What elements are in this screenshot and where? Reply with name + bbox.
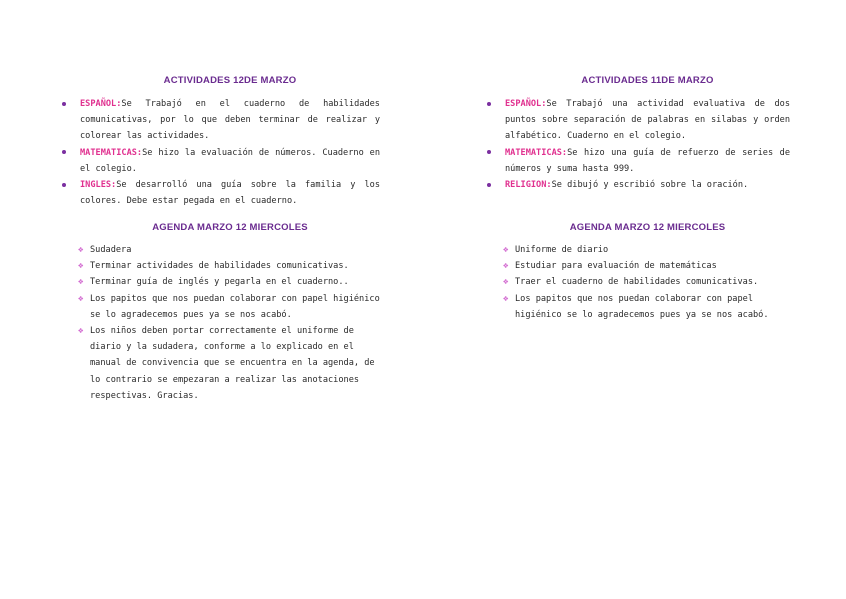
bullet-icon	[487, 183, 491, 187]
bullet-icon	[487, 102, 491, 106]
bullet-icon	[62, 150, 66, 154]
diamond-bullet-icon: ❖	[78, 277, 84, 288]
activity-text: Se Trabajó en el cuaderno de habilidades comunicativas, por lo que deben terminar de realizar y colorear las actividades.	[80, 99, 380, 142]
list-item	[80, 145, 380, 177]
right-activities-list	[505, 96, 790, 193]
list-item	[505, 145, 790, 177]
list-item	[80, 258, 380, 274]
list-item	[80, 242, 380, 258]
agenda-text: Los papitos que nos puedan colaborar con papel higiénico se lo agradecemos pues ya se nos acabó.	[515, 293, 769, 320]
diamond-bullet-icon: ❖	[78, 293, 84, 304]
bullet-icon	[62, 183, 66, 187]
list-item	[80, 291, 380, 323]
diamond-bullet-icon: ❖	[78, 245, 84, 255]
bullet-icon	[487, 150, 491, 154]
right-agenda-title: AGENDA MARZO 12 MIERCOLES	[569, 222, 726, 233]
agenda-text: Uniforme de diario	[515, 245, 609, 255]
activity-text: Se hizo una guía de refuerzo de series de números y suma hasta 999.	[505, 147, 790, 174]
agenda-text: Los niños deben portar correctamente el uniforme de diario y la sudadera, conforme a lo explicado en el manual de convivencia que se encuentra en la agenda, de lo contrario se empezaran a realizar las anotaciones respectivas. Gracias.	[90, 326, 375, 401]
left-agenda-title: AGENDA MARZO 12 MIERCOLES	[152, 222, 308, 233]
right-agenda-list	[505, 242, 790, 323]
left-agenda-list	[80, 242, 380, 404]
agenda-text: Estudiar para evaluación de matemáticas	[515, 261, 717, 272]
agenda-text: Terminar guía de inglés y pegarla en el cuaderno..	[90, 277, 349, 288]
list-item	[505, 177, 790, 193]
agenda-text: Terminar actividades de habilidades comunicativas.	[90, 261, 349, 272]
diamond-bullet-icon: ❖	[503, 245, 509, 255]
agenda-text: Traer el cuaderno de habilidades comunicativas.	[515, 277, 759, 288]
diamond-bullet-icon: ❖	[503, 261, 509, 272]
list-item	[80, 323, 380, 404]
agenda-text: Los papitos que nos puedan colaborar con papel higiénico se lo agradecemos pues ya se nos acabó.	[90, 293, 380, 320]
list-item	[505, 258, 790, 274]
bullet-icon	[62, 102, 66, 106]
diamond-bullet-icon: ❖	[78, 326, 84, 337]
list-item	[80, 274, 380, 290]
list-item	[80, 96, 380, 145]
list-item	[505, 242, 790, 258]
activity-text: Se Trabajó una actividad evaluativa de dos puntos sobre separación de palabras en silabas y orden alfabético. Cuaderno en el colegio.	[505, 99, 790, 142]
right-activities-title: ACTIVIDADES 11DE MARZO	[581, 75, 714, 86]
activity-text: Se dibujó y escribió sobre la oración.	[551, 180, 749, 191]
list-item	[505, 96, 790, 145]
activity-text: Se desarrolló una guía sobre la familia y los colores. Debe estar pegada en el cuaderno.	[80, 180, 380, 207]
diamond-bullet-icon: ❖	[503, 293, 509, 304]
left-activities-title: ACTIVIDADES 12DE MARZO	[163, 75, 297, 86]
list-item	[80, 177, 380, 209]
list-item	[505, 274, 790, 290]
diamond-bullet-icon: ❖	[503, 277, 509, 288]
subject-label: MATEMATICAS:	[80, 147, 143, 158]
activity-text: Se hizo la evaluación de números. Cuaderno en el colegio.	[80, 147, 380, 174]
subject-label: MATEMATICAS:	[505, 147, 568, 158]
diamond-bullet-icon: ❖	[78, 261, 84, 272]
subject-label: ESPAÑOL:	[80, 99, 122, 109]
subject-label: ESPAÑOL:	[505, 99, 547, 109]
agenda-text: Sudadera	[90, 245, 132, 255]
subject-label: INGLES:	[80, 180, 117, 191]
left-activities-list	[80, 96, 380, 209]
subject-label: RELIGION:	[505, 180, 552, 191]
list-item	[505, 291, 790, 323]
